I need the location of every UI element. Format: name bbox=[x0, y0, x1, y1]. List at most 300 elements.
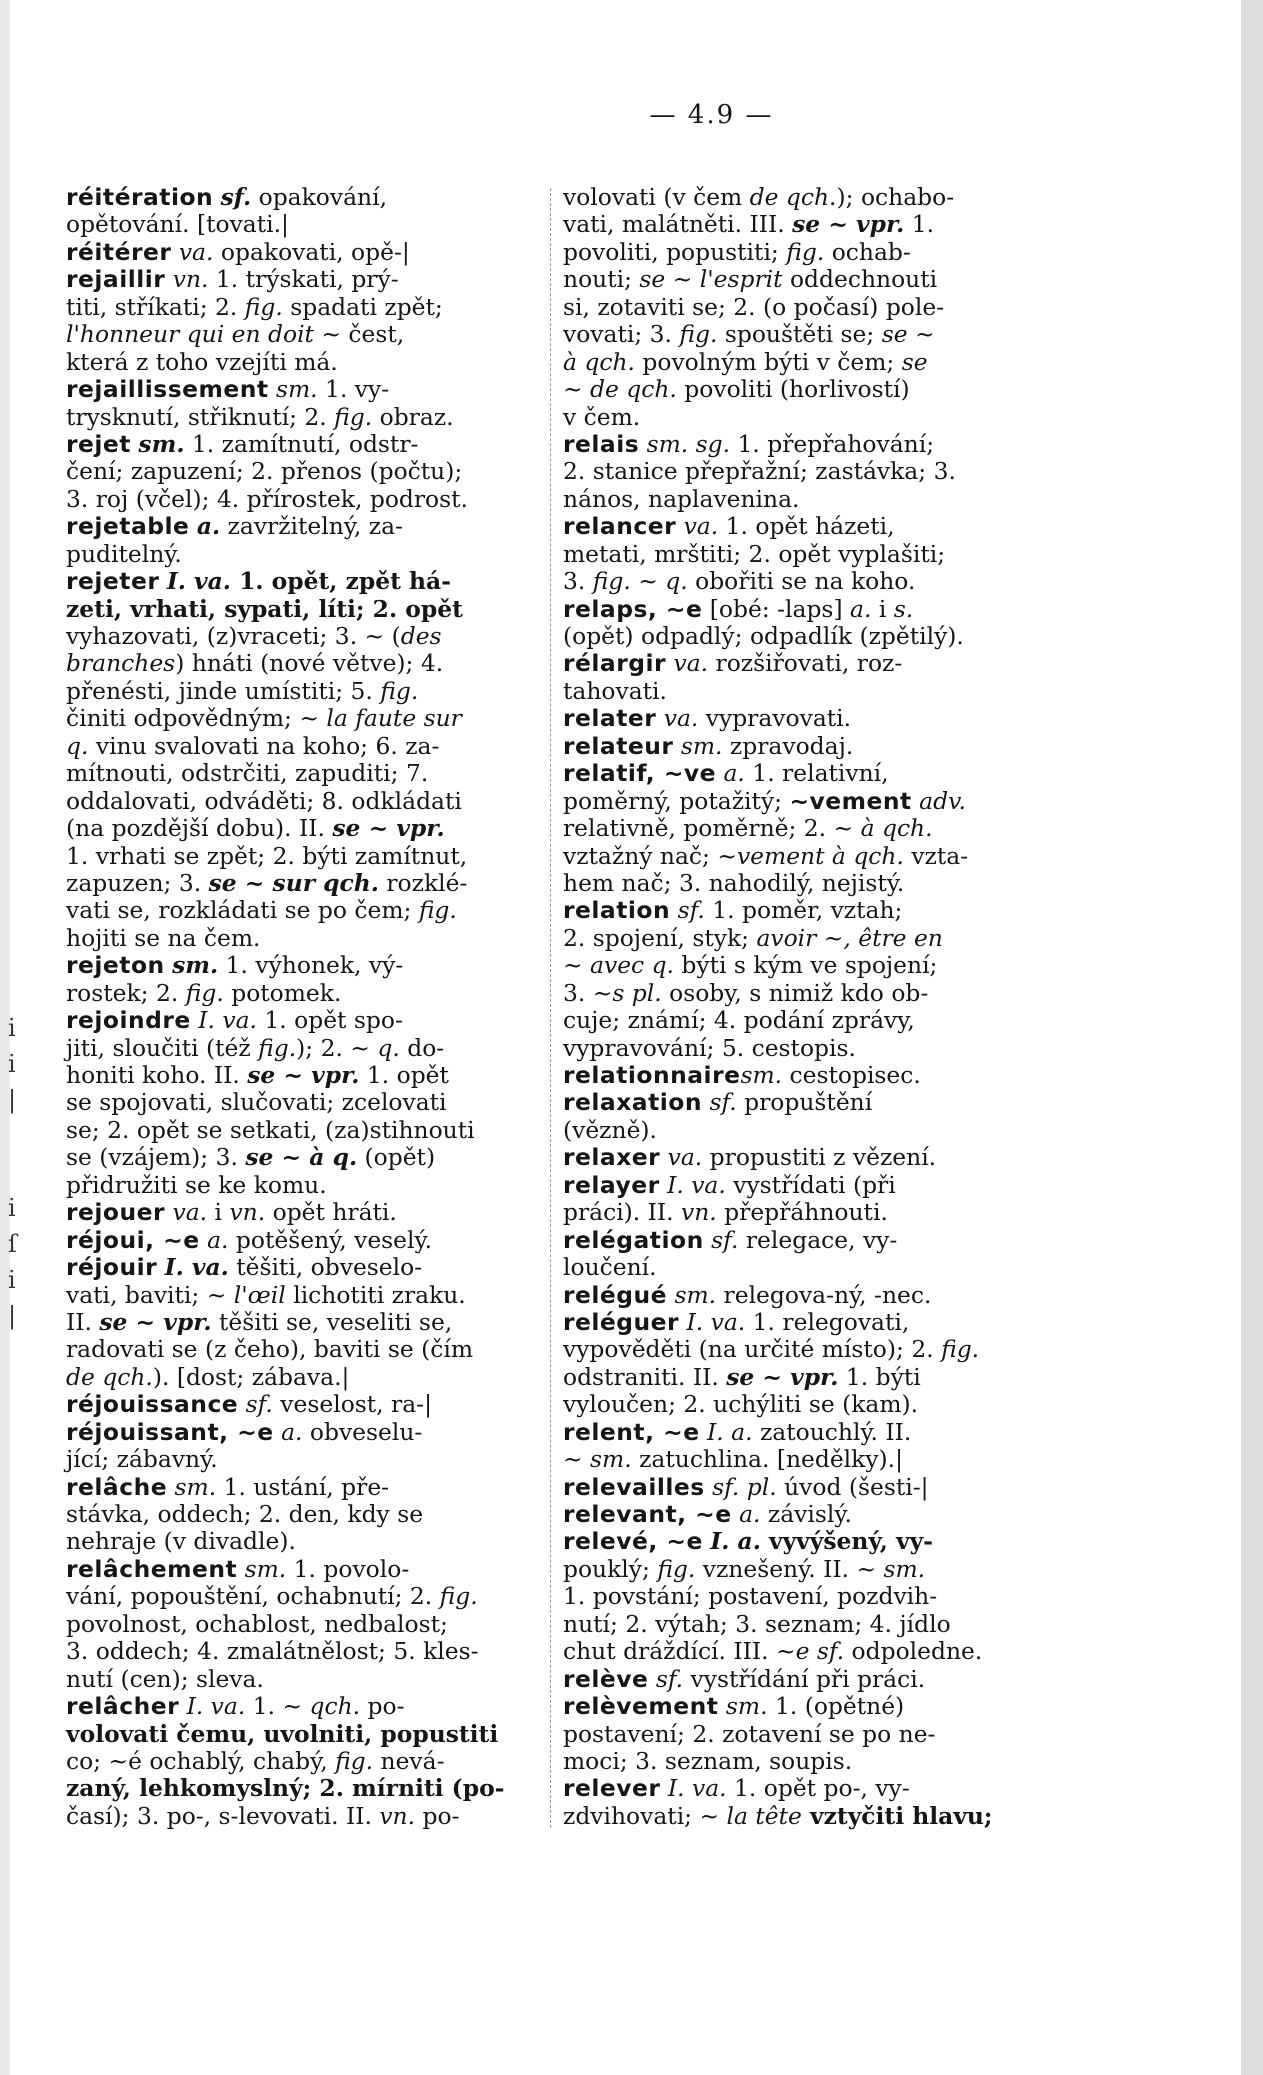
text-segment: vati se, rozkládati se po čem; bbox=[66, 896, 419, 925]
text-segment: vání, popouštění, ochabnutí; 2. bbox=[66, 1582, 440, 1611]
text-segment: zavržitelný, za- bbox=[220, 512, 403, 541]
entry-headword: rejet bbox=[66, 429, 131, 458]
text-segment: čení; zapuzení; 2. přenos (počtu); bbox=[66, 457, 463, 486]
text-segment: zatouchlý. II. bbox=[752, 1417, 912, 1446]
text-line bbox=[563, 1446, 1043, 1473]
text-line bbox=[66, 376, 538, 403]
text-segment: co; ~é ochablý, chabý, bbox=[66, 1746, 336, 1775]
text-line bbox=[66, 1501, 538, 1528]
text-segment: 1. povstání; postavení, pozdvih- bbox=[563, 1582, 938, 1611]
entry-headword: relèvement bbox=[563, 1692, 719, 1721]
text-segment: opětování. [tovati.| bbox=[66, 210, 289, 239]
text-segment: obveselu- bbox=[302, 1417, 423, 1446]
text-segment: 2. stanice přepřažní; zastávka; 3. bbox=[563, 457, 956, 486]
entry-headword: rejaillir bbox=[66, 265, 166, 294]
text-segment bbox=[718, 1692, 725, 1720]
text-segment: sm. bbox=[276, 375, 318, 404]
text-segment: sm. sg. bbox=[646, 429, 731, 458]
text-segment: 1. vy- bbox=[317, 375, 390, 404]
entry-headword: réitération bbox=[66, 183, 214, 211]
text-segment: I. va. bbox=[186, 1692, 246, 1721]
text-segment: nehraje (v divadle). bbox=[66, 1527, 296, 1556]
text-segment bbox=[167, 1473, 174, 1501]
text-line bbox=[66, 568, 538, 595]
text-segment: relegova-ný, -nec. bbox=[716, 1280, 932, 1309]
text-segment: 1. opět bbox=[359, 1061, 449, 1089]
text-segment: fig. bbox=[941, 1335, 980, 1364]
text-segment bbox=[213, 183, 220, 211]
text-segment bbox=[732, 1500, 739, 1528]
text-segment: relegace, vy- bbox=[738, 1225, 898, 1254]
text-segment: 1. opět, zpět há- bbox=[230, 567, 451, 596]
text-line bbox=[563, 184, 1043, 211]
text-line bbox=[563, 596, 1043, 623]
text-segment bbox=[269, 375, 276, 403]
text-segment: va. bbox=[172, 1198, 208, 1227]
text-segment: metati, mrštiti; 2. opět vyplašiti; bbox=[563, 539, 946, 568]
entry-headword: réitérer bbox=[66, 237, 172, 266]
text-segment: branches bbox=[66, 649, 176, 678]
entry-headword: ~vement bbox=[789, 786, 912, 815]
text-segment: rozšiřovati, roz- bbox=[708, 649, 903, 678]
text-line bbox=[563, 1803, 1043, 1830]
text-segment: de qch. bbox=[66, 1362, 153, 1391]
text-segment: sm. bbox=[680, 731, 723, 760]
text-segment bbox=[237, 1555, 244, 1583]
text-segment: spadati zpět; bbox=[282, 292, 443, 321]
entry-headword: rejoindre bbox=[66, 1006, 191, 1035]
text-segment: postavení; 2. zotavení se po ne- bbox=[563, 1719, 936, 1748]
text-segment: volovati (v čem bbox=[563, 183, 750, 211]
text-line bbox=[563, 1391, 1043, 1418]
text-line bbox=[66, 458, 538, 485]
text-line bbox=[66, 623, 538, 650]
text-line bbox=[66, 815, 538, 842]
text-line bbox=[563, 925, 1043, 952]
text-segment: ~ bbox=[630, 567, 666, 596]
text-segment: se ~ vpr. bbox=[99, 1307, 212, 1336]
text-segment: sf. bbox=[655, 1664, 684, 1693]
entry-headword: rélargir bbox=[563, 649, 667, 678]
text-segment: q. bbox=[66, 731, 89, 760]
text-segment: poměrný, potažitý; bbox=[563, 786, 790, 815]
entry-headword: réjouissance bbox=[66, 1390, 239, 1419]
text-segment: cestopisec. bbox=[782, 1061, 921, 1089]
text-segment bbox=[171, 238, 178, 266]
text-line bbox=[563, 349, 1043, 376]
text-segment: a. bbox=[850, 594, 872, 623]
text-segment: 1. opět házeti, bbox=[718, 512, 895, 541]
text-segment: l'honneur qui en doit ~ bbox=[66, 320, 341, 349]
text-segment: se ~ vpr. bbox=[247, 1061, 360, 1089]
text-segment: moci; 3. seznam, soupis. bbox=[563, 1746, 853, 1775]
text-line bbox=[563, 623, 1043, 650]
text-line bbox=[66, 431, 538, 458]
text-line bbox=[66, 1528, 538, 1555]
text-line bbox=[66, 294, 538, 321]
text-segment: I. va. bbox=[686, 1307, 746, 1336]
text-segment: hem nač; 3. nahodilý, nejistý. bbox=[563, 868, 905, 897]
text-line bbox=[563, 1227, 1043, 1254]
text-segment: relativně, poměrně; 2. ~ bbox=[563, 814, 861, 843]
text-segment: sm. bbox=[138, 429, 185, 458]
text-line bbox=[66, 513, 538, 540]
text-segment: 1. (opětné) bbox=[767, 1692, 905, 1721]
text-line bbox=[66, 486, 538, 513]
text-segment: [obé: -laps] bbox=[702, 594, 851, 623]
text-segment: va. bbox=[663, 704, 699, 733]
text-line bbox=[66, 239, 538, 266]
column-divider bbox=[550, 188, 552, 1828]
text-segment: (opět) odpadlý; odpadlík (zpětilý). bbox=[563, 622, 964, 650]
text-line bbox=[563, 1693, 1043, 1720]
text-segment: nevá- bbox=[373, 1746, 445, 1775]
text-line bbox=[66, 1364, 538, 1391]
text-segment: 1. povolo- bbox=[286, 1554, 410, 1583]
text-segment bbox=[238, 1390, 245, 1418]
text-segment: 1. opět spo- bbox=[256, 1006, 403, 1035]
text-segment: těšiti se, veseliti se, bbox=[211, 1307, 453, 1336]
text-segment: zdvihovati; ~ bbox=[563, 1801, 727, 1830]
text-segment: 1. výhonek, vý- bbox=[218, 951, 404, 980]
text-segment: sf. bbox=[245, 1390, 273, 1419]
text-segment: zaný, lehkomyslný; 2. mírniti (po- bbox=[66, 1774, 505, 1803]
text-line bbox=[66, 1117, 538, 1144]
text-segment: přenésti, jinde umístiti; 5. bbox=[66, 676, 381, 705]
text-segment bbox=[165, 265, 172, 293]
text-segment bbox=[648, 1665, 655, 1693]
text-segment: fig. bbox=[439, 1582, 478, 1611]
text-segment: sf. bbox=[220, 183, 252, 211]
text-segment: ); 2. ~ bbox=[296, 1033, 378, 1062]
entry-headword: relégation bbox=[563, 1225, 704, 1254]
text-segment: I. a. bbox=[707, 1417, 753, 1446]
text-segment: fig. bbox=[335, 1746, 374, 1775]
text-line bbox=[66, 266, 538, 293]
text-segment: sm. bbox=[172, 951, 219, 980]
text-line bbox=[66, 788, 538, 815]
text-line bbox=[66, 541, 538, 568]
entry-headword: relever bbox=[563, 1774, 661, 1803]
text-segment: fig. bbox=[786, 237, 825, 266]
text-segment: (na pozdější dobu). II. bbox=[66, 814, 333, 843]
text-segment: q. bbox=[665, 567, 688, 596]
text-line bbox=[563, 211, 1043, 238]
text-segment: I. va. bbox=[667, 1170, 726, 1199]
text-line bbox=[563, 458, 1043, 485]
text-line bbox=[563, 1035, 1043, 1062]
entry-headword: rejouer bbox=[66, 1198, 166, 1227]
text-line bbox=[563, 733, 1043, 760]
text-segment: va. bbox=[667, 1143, 703, 1172]
entry-headword: relevant, ~e bbox=[563, 1500, 732, 1528]
text-line bbox=[563, 1144, 1043, 1171]
text-line bbox=[563, 266, 1043, 293]
entry-headword: relâchement bbox=[66, 1554, 238, 1583]
text-segment bbox=[676, 512, 683, 540]
text-segment: fig. bbox=[185, 978, 224, 1007]
text-line bbox=[563, 815, 1043, 842]
entry-headword: rejaillissement bbox=[66, 375, 269, 404]
text-line bbox=[66, 1035, 538, 1062]
text-segment: 1. trýskati, prý- bbox=[208, 265, 399, 294]
text-segment: loučení. bbox=[563, 1253, 657, 1282]
text-segment: 1. ~ bbox=[245, 1692, 310, 1721]
text-segment bbox=[189, 512, 196, 540]
text-segment: la tête bbox=[726, 1801, 802, 1830]
text-segment: ~ avec q. bbox=[563, 951, 674, 980]
text-segment: opakovati, opě-| bbox=[213, 237, 410, 266]
text-segment: trysknutí, střiknutí; 2. bbox=[66, 402, 335, 431]
text-segment: (vězně). bbox=[563, 1115, 657, 1144]
text-line bbox=[66, 1282, 538, 1309]
text-segment: I. va. bbox=[164, 1253, 229, 1282]
page-number: — 4.9 — bbox=[649, 100, 774, 130]
text-line bbox=[66, 1748, 538, 1775]
text-segment: nános, naplavenina. bbox=[563, 484, 800, 513]
text-segment: 3. bbox=[563, 978, 593, 1007]
text-segment: závislý. bbox=[760, 1500, 852, 1528]
text-segment: přidružiti se ke komu. bbox=[66, 1170, 327, 1199]
text-segment: I. va. bbox=[667, 1774, 727, 1803]
entry-headword: relaxation bbox=[563, 1088, 702, 1117]
text-segment: II. bbox=[66, 1307, 100, 1336]
text-line bbox=[563, 650, 1043, 677]
text-segment: opakování, bbox=[251, 183, 388, 211]
text-segment: činiti odpovědným; ~ bbox=[66, 704, 327, 733]
entry-headword: relégué bbox=[563, 1280, 668, 1309]
text-segment: vovati; 3. bbox=[563, 320, 680, 349]
text-segment: 3. oddech; 4. zmalátnělost; 5. kles- bbox=[66, 1637, 479, 1666]
entry-headword: réjouir bbox=[66, 1253, 158, 1282]
entry-headword: relevailles bbox=[563, 1472, 705, 1501]
text-segment: práci). II. bbox=[563, 1198, 682, 1227]
text-segment: i bbox=[207, 1198, 230, 1227]
text-segment: fig. bbox=[592, 567, 631, 596]
text-segment: která z toho vzejíti má. bbox=[66, 347, 338, 376]
entry-headword: relatif, ~ve bbox=[563, 759, 717, 788]
text-segment bbox=[179, 1692, 186, 1720]
text-line bbox=[66, 404, 538, 431]
text-line bbox=[563, 1172, 1043, 1199]
text-line bbox=[66, 980, 538, 1007]
text-segment: sm. bbox=[174, 1472, 217, 1501]
text-line bbox=[66, 705, 538, 732]
text-segment: fig. bbox=[244, 292, 283, 321]
text-segment: sf. bbox=[709, 1088, 737, 1117]
text-line bbox=[66, 843, 538, 870]
text-line bbox=[563, 541, 1043, 568]
text-segment: (opět) bbox=[357, 1143, 436, 1172]
text-segment: des bbox=[400, 622, 442, 650]
text-segment: a. bbox=[723, 759, 745, 788]
text-line bbox=[66, 1089, 538, 1116]
text-segment: se ~ vpr. bbox=[792, 210, 905, 239]
text-segment: vyhazovati, (z)vraceti; 3. ~ ( bbox=[66, 622, 401, 650]
text-segment: puditelný. bbox=[66, 539, 182, 568]
text-segment: se ~ à q. bbox=[245, 1143, 358, 1172]
text-line bbox=[563, 678, 1043, 705]
text-segment: vati, baviti; ~ bbox=[66, 1280, 234, 1309]
text-line bbox=[563, 897, 1043, 924]
text-segment: vypověděti (na určité místo); 2. bbox=[563, 1335, 942, 1364]
text-segment: ~ de qch. bbox=[563, 375, 677, 404]
text-line bbox=[66, 1666, 538, 1693]
text-segment: mítnouti, odstrčiti, zapuditi; 7. bbox=[66, 759, 429, 788]
text-line bbox=[66, 1583, 538, 1610]
text-segment: va. bbox=[683, 512, 719, 541]
text-segment: se ~ sur qch. bbox=[208, 868, 379, 897]
text-segment bbox=[656, 704, 663, 732]
text-segment bbox=[660, 1171, 667, 1199]
text-segment: povolným býti v čem; bbox=[634, 347, 902, 376]
text-segment: ). [dost; zábava.| bbox=[152, 1362, 350, 1391]
entry-headword: relâcher bbox=[66, 1692, 180, 1721]
text-line bbox=[563, 1336, 1043, 1363]
text-line bbox=[66, 1199, 538, 1226]
text-segment: nutí (cen); sleva. bbox=[66, 1664, 264, 1693]
text-segment bbox=[660, 1143, 667, 1171]
margin-marks: i i | i ſ i | bbox=[8, 1014, 17, 1330]
text-segment: I. va. bbox=[166, 567, 231, 596]
text-line bbox=[66, 1062, 538, 1089]
text-segment: a. bbox=[207, 1225, 229, 1254]
text-segment: povoliti (horlivostí) bbox=[676, 375, 910, 404]
text-line bbox=[66, 760, 538, 787]
text-segment: 1. zamítnutí, odstr- bbox=[184, 429, 419, 458]
text-line bbox=[563, 1638, 1043, 1665]
entry-headword: réjouissant, ~e bbox=[66, 1417, 274, 1446]
text-segment: sf. bbox=[711, 1225, 739, 1254]
text-line bbox=[563, 294, 1043, 321]
text-segment: honiti koho. II. bbox=[66, 1061, 248, 1089]
text-segment: úvod (šesti-| bbox=[776, 1472, 929, 1501]
text-segment: la faute sur bbox=[326, 704, 462, 733]
text-segment: radovati se (z čeho), baviti se (čím bbox=[66, 1335, 474, 1364]
text-line bbox=[563, 1775, 1043, 1802]
text-segment: opět hráti. bbox=[265, 1198, 397, 1227]
text-segment: a. bbox=[739, 1500, 761, 1528]
text-line bbox=[563, 404, 1043, 431]
text-segment: vyvýšený, vy- bbox=[760, 1527, 933, 1556]
text-line bbox=[66, 1474, 538, 1501]
text-line bbox=[563, 1528, 1043, 1555]
text-segment: odpoledne. bbox=[844, 1637, 983, 1666]
entry-headword: relais bbox=[563, 429, 640, 458]
text-segment: 1. přepřahování; bbox=[730, 429, 935, 458]
text-line bbox=[563, 1583, 1043, 1610]
text-line bbox=[563, 788, 1043, 815]
text-segment bbox=[660, 1774, 667, 1802]
text-segment: vyloučen; 2. uchýliti se (kam). bbox=[563, 1390, 919, 1419]
text-segment: sm. bbox=[674, 1280, 717, 1309]
text-segment: povoliti, popustiti; bbox=[563, 237, 787, 266]
text-line bbox=[563, 1062, 1043, 1089]
text-segment: ); ochabo- bbox=[836, 183, 955, 211]
text-segment: 1. opět po-, vy- bbox=[726, 1774, 910, 1803]
text-segment: jiti, sloučiti (též bbox=[66, 1033, 259, 1062]
text-segment: se ~ vpr. bbox=[332, 814, 445, 843]
text-segment: vypravovati. bbox=[698, 704, 852, 733]
text-segment: oddalovati, odváděti; 8. odkládati bbox=[66, 786, 462, 815]
text-line bbox=[563, 1474, 1043, 1501]
text-segment: v čem. bbox=[563, 402, 641, 431]
entry-headword: relationnaire bbox=[563, 1061, 741, 1089]
text-segment: čest, bbox=[340, 320, 405, 349]
text-segment: potěšený, veselý. bbox=[228, 1225, 433, 1254]
text-segment: 1. býti bbox=[838, 1362, 921, 1391]
text-segment bbox=[165, 951, 172, 979]
text-segment: l'œil bbox=[233, 1280, 286, 1309]
text-line bbox=[66, 1227, 538, 1254]
text-line bbox=[66, 1419, 538, 1446]
text-line bbox=[66, 952, 538, 979]
text-segment: rostek; 2. bbox=[66, 978, 186, 1007]
text-line bbox=[563, 1282, 1043, 1309]
text-segment: tahovati. bbox=[563, 676, 667, 705]
text-line bbox=[66, 1172, 538, 1199]
text-line bbox=[563, 760, 1043, 787]
text-segment: spouštěti se; bbox=[717, 320, 882, 349]
text-segment: volovati čemu, uvolniti, popustiti bbox=[66, 1719, 499, 1748]
text-segment: časí); 3. po-, s-levovati. II. bbox=[66, 1801, 380, 1830]
text-segment: nouti; bbox=[563, 265, 640, 294]
text-segment: s. bbox=[893, 594, 914, 623]
text-segment: 1. relegovati, bbox=[745, 1307, 910, 1336]
text-segment: rozklé- bbox=[378, 868, 468, 897]
text-segment: ochab- bbox=[824, 237, 911, 266]
text-segment: se (vzájem); 3. bbox=[66, 1143, 246, 1172]
text-segment: jící; zábavný. bbox=[66, 1445, 218, 1474]
text-segment bbox=[157, 1253, 164, 1281]
text-line bbox=[66, 1721, 538, 1748]
text-segment: 3. roj (včel); 4. přírostek, podrost. bbox=[66, 484, 468, 513]
text-segment: veselost, ra-| bbox=[272, 1390, 432, 1419]
text-segment: se ~ bbox=[881, 320, 935, 349]
text-segment: zeti, vrhati, sypati, líti; 2. opět bbox=[66, 594, 463, 623]
text-segment: fig. bbox=[657, 1554, 696, 1583]
entry-headword: relevé, ~e bbox=[563, 1527, 703, 1556]
text-segment: ~e sf. bbox=[775, 1637, 845, 1666]
text-segment: obraz. bbox=[372, 402, 454, 431]
entry-headword: relater bbox=[563, 704, 657, 733]
text-line bbox=[563, 1419, 1043, 1446]
text-line bbox=[66, 184, 538, 211]
text-segment: stávka, oddech; 2. den, kdy se bbox=[66, 1500, 424, 1528]
text-segment: i bbox=[871, 594, 894, 623]
text-line bbox=[563, 376, 1043, 403]
text-segment bbox=[700, 1418, 707, 1446]
text-segment: vystřídati (při bbox=[725, 1170, 896, 1199]
entry-headword: réjoui, ~e bbox=[66, 1225, 200, 1254]
text-segment: fig. bbox=[418, 896, 457, 925]
text-segment: po- bbox=[415, 1801, 460, 1830]
text-line bbox=[563, 321, 1043, 348]
text-line bbox=[563, 568, 1043, 595]
text-segment: vztažný nač; bbox=[563, 841, 718, 870]
text-line bbox=[563, 1007, 1043, 1034]
text-segment: qch. bbox=[309, 1692, 361, 1721]
text-segment: à qch. bbox=[860, 814, 933, 843]
text-segment bbox=[670, 896, 677, 924]
text-segment: vn. bbox=[681, 1198, 717, 1227]
text-line bbox=[66, 1391, 538, 1418]
entry-headword: relève bbox=[563, 1664, 649, 1693]
text-line bbox=[563, 1748, 1043, 1775]
text-line bbox=[563, 1199, 1043, 1226]
text-segment bbox=[200, 1226, 207, 1254]
text-segment: va. bbox=[673, 649, 709, 678]
